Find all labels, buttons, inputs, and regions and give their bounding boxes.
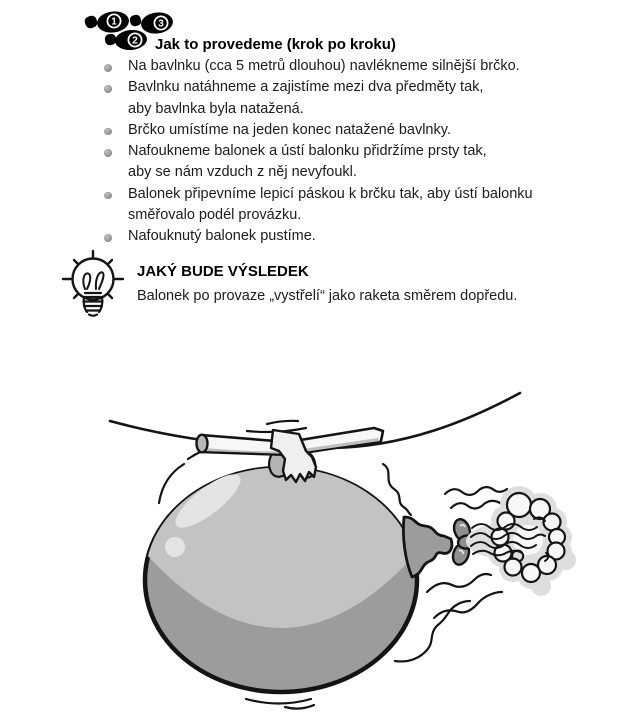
step-line: aby se nám vzduch z něj nevyfoukl. bbox=[128, 164, 357, 181]
step-line: Na bavlnku (cca 5 metrů dlouhou) navlékneme silnější brčko. bbox=[128, 58, 520, 74]
result-heading: JAKÝ BUDE VÝSLEDEK bbox=[137, 263, 309, 280]
section-title: Jak to provedeme (krok po kroku) bbox=[155, 36, 396, 53]
air-puff-cloud bbox=[466, 486, 576, 596]
step-line: směřovalo podél provázku. bbox=[128, 207, 302, 224]
step-line: Nafoukneme balonek a ústí balonku přidržíme prsty tak, bbox=[128, 143, 487, 160]
step-line: Nafouknutý balonek pustíme. bbox=[128, 228, 316, 245]
balloon-highlight-small bbox=[165, 537, 185, 557]
balloon bbox=[145, 466, 417, 692]
footprint-number: 2 bbox=[132, 35, 138, 47]
footprint-number: 1 bbox=[111, 16, 117, 28]
step-line: Brčko umístíme na jeden konec natažené bavlnky. bbox=[128, 121, 451, 138]
result-text: Balonek po provaze „vystřelí“ jako raketa směrem dopředu. bbox=[137, 288, 518, 304]
footprint-number: 3 bbox=[158, 18, 164, 30]
step-line: Bavlnku natáhneme a zajistíme mezi dva předměty tak, bbox=[128, 79, 484, 96]
straw-end-cap bbox=[197, 435, 208, 453]
balloon-neck bbox=[403, 517, 451, 577]
step-line: aby bavlnka byla natažená. bbox=[128, 100, 304, 117]
step-line: Balonek připevníme lepicí páskou k brčku tak, aby ústí balonku bbox=[128, 185, 533, 202]
